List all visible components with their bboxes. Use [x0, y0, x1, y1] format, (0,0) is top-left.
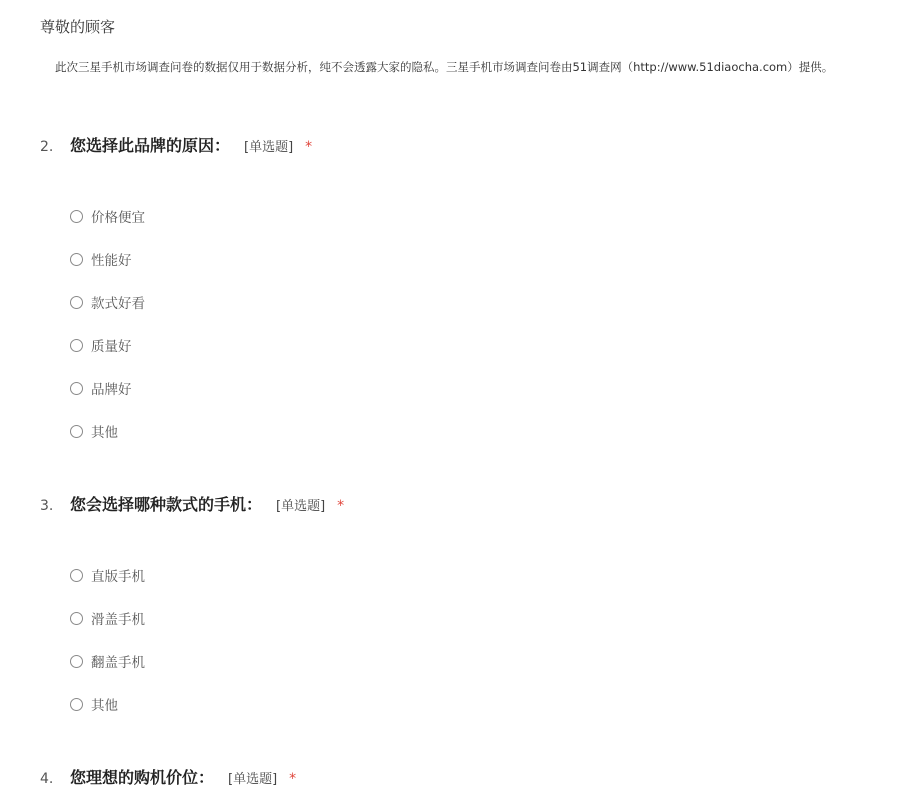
option-bar-phone[interactable]	[70, 565, 145, 585]
radio-button[interactable]	[70, 569, 83, 582]
question-title: 您会选择哪种款式的手机：	[70, 495, 263, 514]
radio-button[interactable]	[70, 612, 83, 625]
question-number: 3.	[40, 498, 54, 514]
option-label: 品牌好	[91, 382, 132, 398]
option-label: 性能好	[91, 253, 132, 269]
option-label: 价格便宜	[91, 210, 145, 226]
question-3	[40, 493, 880, 714]
radio-button[interactable]	[70, 296, 83, 309]
question-4	[40, 766, 880, 790]
radio-button[interactable]	[70, 210, 83, 223]
option-flip-phone[interactable]	[70, 651, 145, 671]
required-asterisk: *	[289, 771, 297, 787]
question-number: 4.	[40, 771, 54, 787]
intro-text: 此次三星手机市场调查问卷的数据仅用于数据分析，纯不会透露大家的隐私。三星手机市场调查问卷由51调查网（http://www.51diaocha.com）提供。	[55, 60, 834, 74]
question-header	[40, 493, 880, 517]
radio-button[interactable]	[70, 425, 83, 438]
option-label: 其他	[91, 698, 118, 714]
option-brand[interactable]	[70, 378, 132, 398]
question-type-tag: [单选题]	[276, 499, 326, 514]
radio-button[interactable]	[70, 698, 83, 711]
option-slider-phone[interactable]	[70, 608, 145, 628]
question-header	[40, 766, 880, 790]
question-header	[40, 134, 880, 158]
required-asterisk: *	[337, 498, 345, 514]
option-other[interactable]	[70, 694, 118, 714]
option-style[interactable]	[70, 292, 145, 312]
option-label: 款式好看	[91, 296, 145, 312]
radio-button[interactable]	[70, 382, 83, 395]
option-label: 质量好	[91, 339, 132, 355]
option-label: 翻盖手机	[91, 655, 145, 671]
option-other[interactable]	[70, 421, 118, 441]
radio-button[interactable]	[70, 655, 83, 668]
question-type-tag: [单选题]	[244, 140, 294, 155]
option-quality[interactable]	[70, 335, 132, 355]
question-number: 2.	[40, 139, 54, 155]
option-label: 直版手机	[91, 569, 145, 585]
question-title: 您理想的购机价位：	[70, 768, 215, 787]
question-2	[40, 134, 880, 441]
option-performance[interactable]	[70, 249, 132, 269]
required-asterisk: *	[305, 139, 313, 155]
greeting-heading: 尊敬的顾客	[40, 18, 116, 36]
question-title: 您选择此品牌的原因：	[70, 136, 231, 155]
option-label: 其他	[91, 425, 118, 441]
radio-button[interactable]	[70, 339, 83, 352]
option-price-cheap[interactable]	[70, 206, 145, 226]
question-type-tag: [单选题]	[228, 772, 278, 787]
option-label: 滑盖手机	[91, 612, 145, 628]
radio-button[interactable]	[70, 253, 83, 266]
